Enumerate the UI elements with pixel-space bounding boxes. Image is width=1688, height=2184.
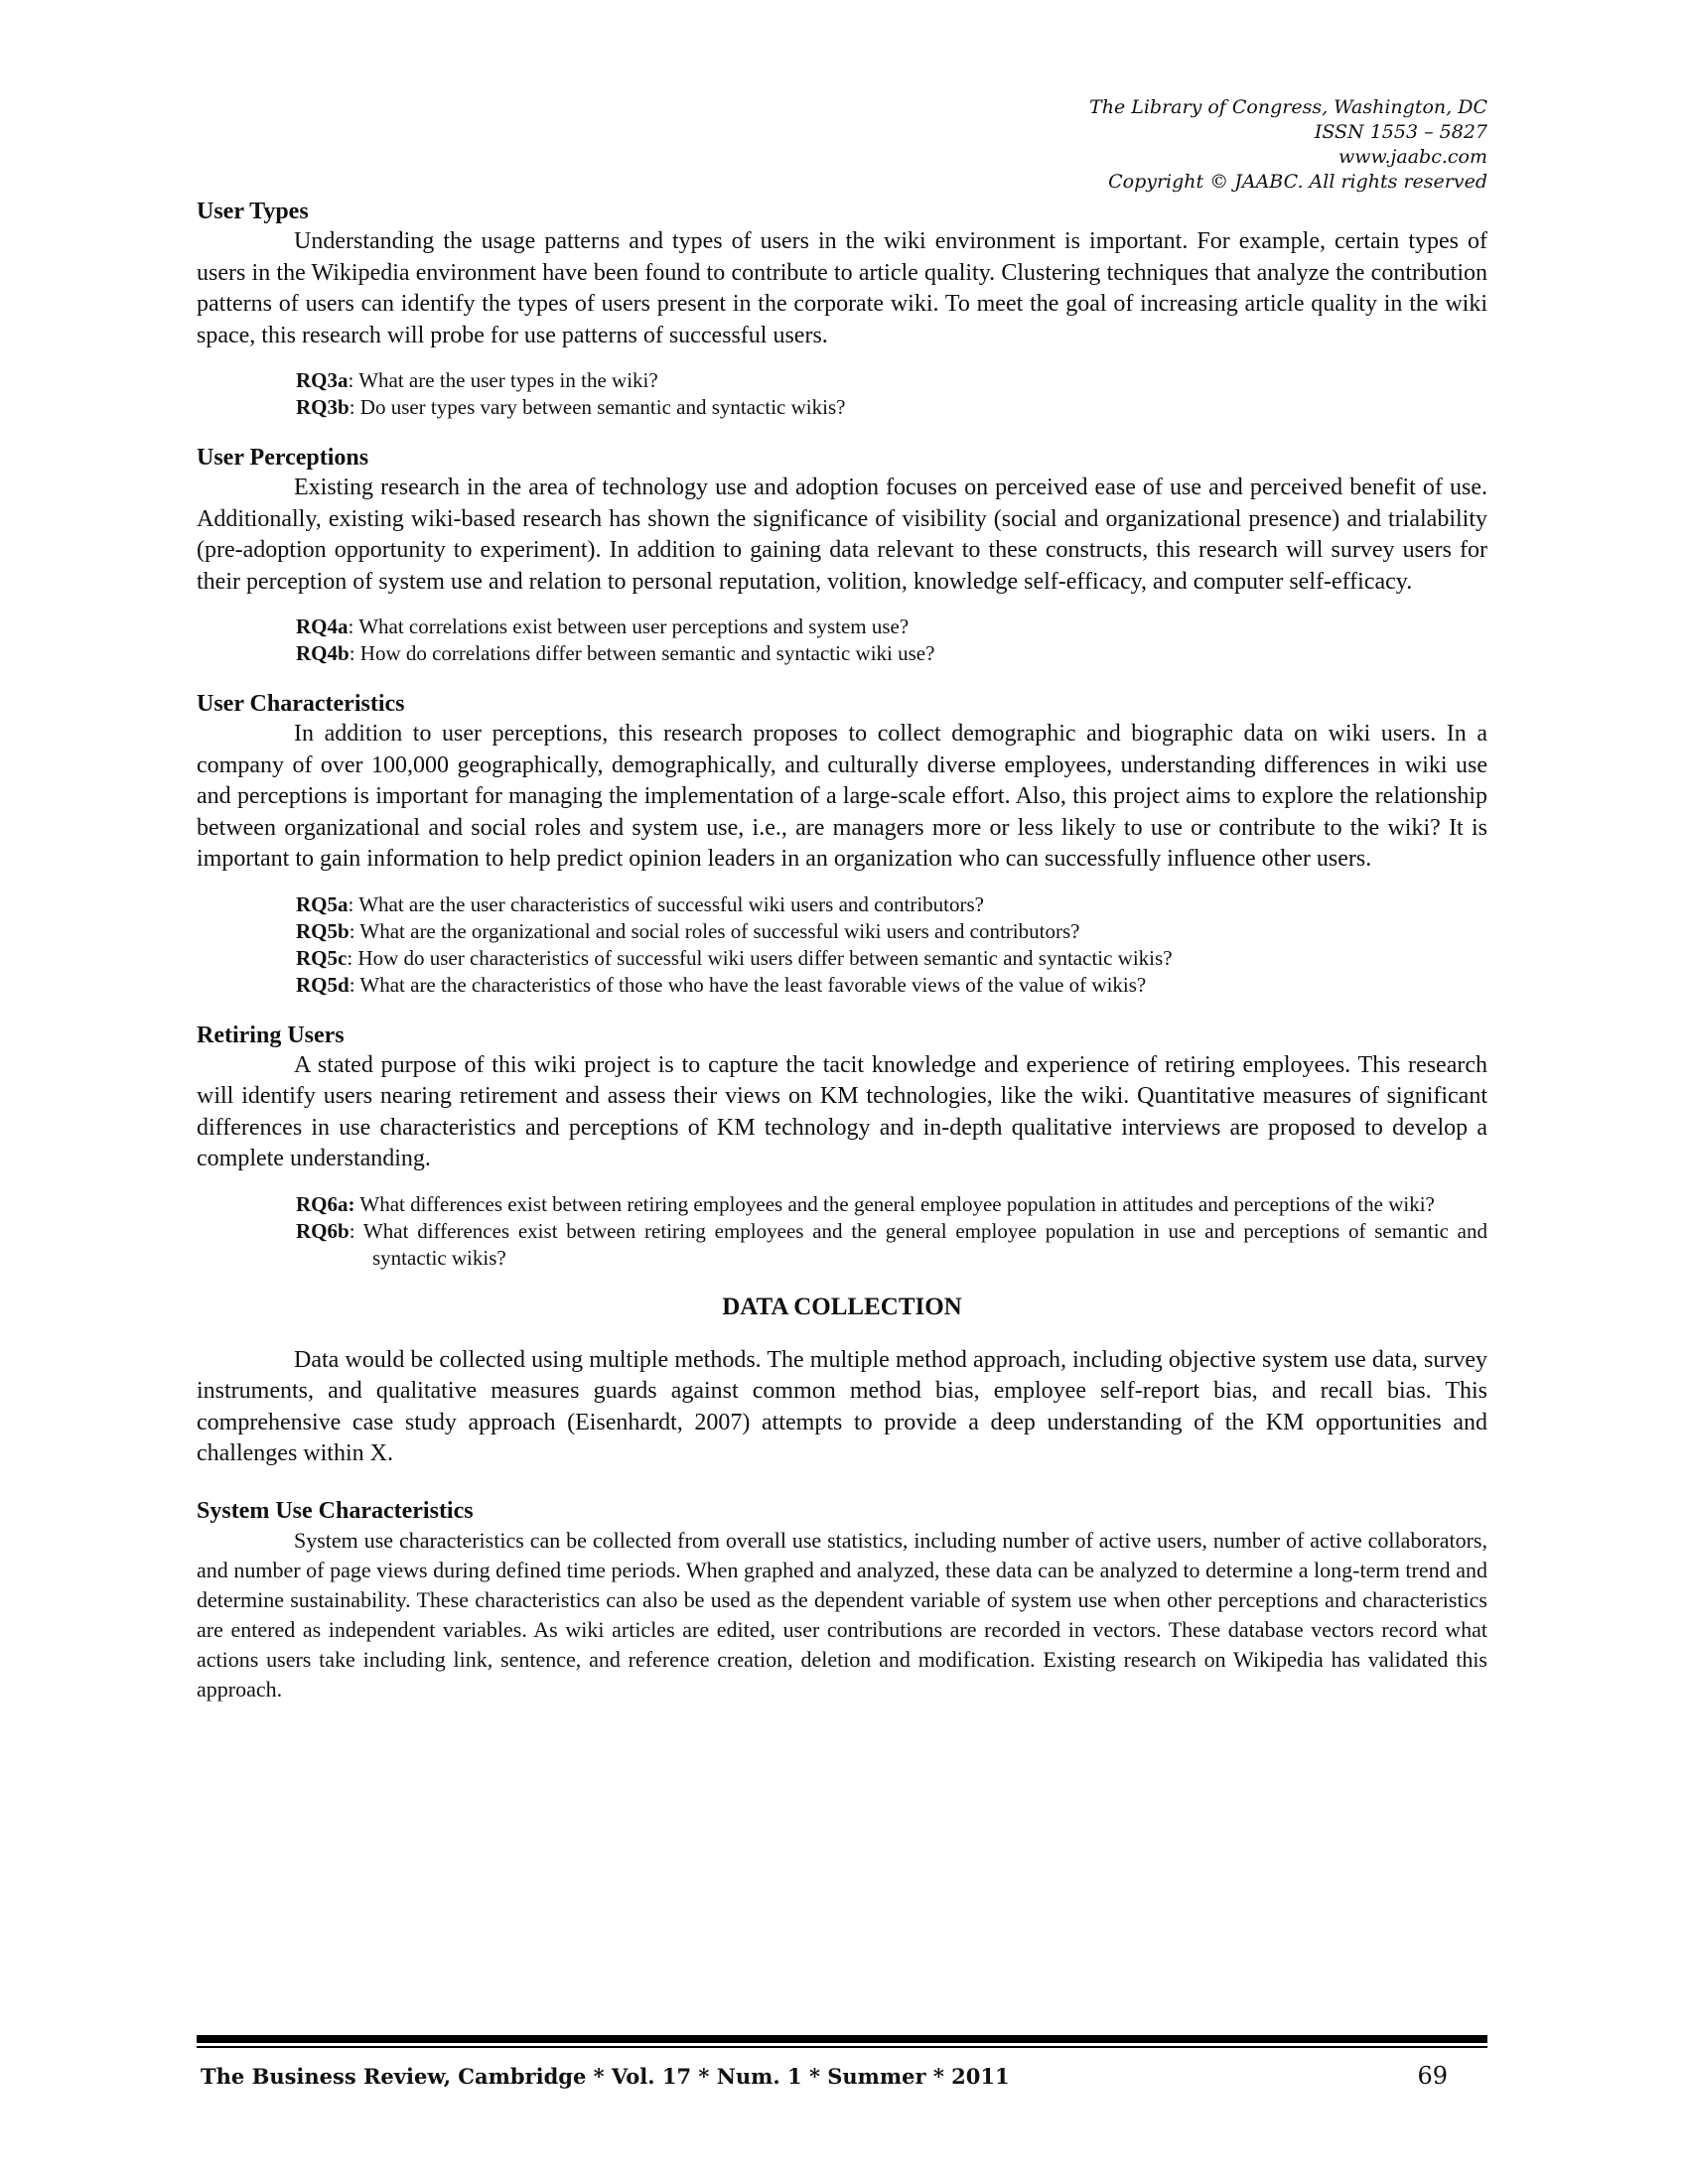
- rq-text: : What differences exist between retiring employees and the general employee population in use and perceptions of semantic and syntactic wikis?: [349, 1218, 1487, 1270]
- footer-journal-citation: The Business Review, Cambridge * Vol. 17 * Num. 1 * Summer * 2011: [201, 2064, 1010, 2089]
- research-question: [296, 640, 1487, 667]
- page-number: 69: [1417, 2062, 1448, 2090]
- rq-text: : What are the organizational and social roles of successful wiki users and contributors?: [349, 918, 1080, 943]
- research-question: [296, 972, 1487, 999]
- section-retiring-users: [197, 1021, 1487, 1272]
- heading-system-use: System Use Characteristics: [197, 1497, 474, 1524]
- section-user-perceptions: [197, 443, 1487, 667]
- rq-id: RQ5c: [296, 945, 348, 970]
- section-data-collection: [197, 1294, 1487, 1470]
- rq-id: RQ5b: [296, 918, 350, 943]
- research-question: [296, 394, 1487, 421]
- rq-list-user-perceptions: [296, 614, 1487, 667]
- header-website: www.jaabc.com: [1337, 146, 1487, 168]
- rq-list-user-characteristics: [296, 891, 1487, 999]
- rq-text: : What correlations exist between user perceptions and system use?: [348, 614, 910, 638]
- rq-text: : What are the characteristics of those who have the least favorable views of the value of wikis?: [349, 972, 1147, 997]
- paragraph-system-use: System use characteristics can be collected from overall use statistics, including number of active users, number of active collaborators, and number of page views during defined time periods. When graphed and analyzed, these data can be analyzed to determine a long-term trend and determine sustainability. These characteristics can also be used as the dependent variable of system use when other perceptions and characteristics are entered as independent variables. As wiki articles are edited, user contributions are recorded in vectors. These database vectors record what actions users take including link, sentence, and reference creation, deletion and modification. Existing research on Wikipedia has validated this approach.: [197, 1527, 1487, 1702]
- research-question: [296, 945, 1487, 972]
- heading-user-types: User Types: [197, 199, 309, 224]
- page-footer: [197, 2035, 1487, 2090]
- heading-user-perceptions: User Perceptions: [197, 445, 369, 471]
- rq-text: What differences exist between retiring employees and the general employee population in attitudes and perceptions of the wiki?: [354, 1191, 1435, 1216]
- footer-row: [197, 2062, 1487, 2090]
- rq-list-user-types: [296, 367, 1487, 421]
- heading-retiring-users: Retiring Users: [197, 1022, 345, 1048]
- research-question: [296, 1218, 1487, 1272]
- rq-id: RQ5d: [296, 972, 350, 997]
- paragraph-user-characteristics: In addition to user perceptions, this research proposes to collect demographic and biographic data on wiki users. In a company of over 100,000 geographically, demographically, and culturally diverse employees, understanding differences in wiki use and perceptions is important for managing the implementation of a large-scale effort. Also, this project aims to explore the relationship between organizational and social roles and system use, i.e., are managers more or less likely to use or contribute to the wiki? It is important to gain information to help predict opinion leaders in an organization who can successfully influence other users.: [197, 721, 1487, 872]
- rq-text: : Do user types vary between semantic and syntactic wikis?: [349, 395, 846, 419]
- paragraph-user-types: Understanding the usage patterns and types of users in the wiki environment is important. For example, certain types of users in the Wikipedia environment have been found to contribute to article quality. Clustering techniques that analyze the contribution patterns of users can identify the types of users present in the corporate wiki. To meet the goal of increasing article quality in the wiki space, this research will probe for use patterns of successful users.: [197, 228, 1487, 348]
- paragraph-user-perceptions: Existing research in the area of technology use and adoption focuses on perceived ease of use and perceived benefit of use. Additionally, existing wiki-based research has shown the significance of visibility (social and organizational presence) and trialability (pre-adoption opportunity to experiment). In addition to gaining data relevant to these constructs, this research will survey users for their perception of system use and relation to personal reputation, volition, knowledge self-efficacy, and computer self-efficacy.: [197, 475, 1487, 595]
- page-content: [197, 95, 1487, 1705]
- header-library: The Library of Congress, Washington, DC: [1089, 96, 1487, 118]
- heading-user-characteristics: User Characteristics: [197, 691, 405, 717]
- paragraph-retiring-users: A stated purpose of this wiki project is to capture the tacit knowledge and experience of retiring employees. This research will identify users nearing retirement and assess their views on KM technologies, like the wiki. Quantitative measures of significant differences in use characteristics and perceptions of KM technology and in-depth qualitative interviews are proposed to develop a complete understanding.: [197, 1051, 1487, 1171]
- research-question: [296, 614, 1487, 640]
- rq-id: RQ6b: [296, 1218, 350, 1243]
- section-user-characteristics: [197, 689, 1487, 999]
- rq-id: RQ3a: [296, 368, 349, 392]
- footer-rule-thin: [197, 2046, 1487, 2048]
- research-question: [296, 367, 1487, 394]
- rq-text: : How do correlations differ between semantic and syntactic wiki use?: [349, 641, 935, 665]
- header-copyright: Copyright © JAABC. All rights reserved: [1108, 171, 1487, 193]
- research-question: [296, 1191, 1487, 1218]
- rq-id: RQ4a: [296, 614, 349, 638]
- rq-list-retiring-users: [296, 1191, 1487, 1272]
- section-system-use: [197, 1496, 1487, 1705]
- rq-id: RQ5a: [296, 891, 349, 916]
- footer-rule-thick: [197, 2035, 1487, 2043]
- rq-text: : How do user characteristics of successful wiki users differ between semantic and syntactic wikis?: [347, 945, 1173, 970]
- rq-id: RQ4b: [296, 641, 350, 665]
- section-user-types: [197, 197, 1487, 421]
- heading-data-collection: DATA COLLECTION: [722, 1293, 962, 1320]
- research-question: [296, 918, 1487, 945]
- rq-text: : What are the user types in the wiki?: [348, 368, 658, 392]
- paragraph-data-collection: Data would be collected using multiple methods. The multiple method approach, including objective system use data, survey instruments, and qualitative measures guards against common method bias, employee self-report bias, and recall bias. This comprehensive case study approach (Eisenhardt, 2007) attempts to provide a deep understanding of the KM opportunities and challenges within X.: [197, 1346, 1487, 1466]
- research-question: [296, 891, 1487, 918]
- rq-id: RQ3b: [296, 395, 350, 419]
- rq-id: RQ6a:: [296, 1191, 355, 1216]
- header-issn: ISSN 1553 – 5827: [1314, 121, 1487, 143]
- page-header: [197, 95, 1487, 195]
- rq-text: : What are the user characteristics of successful wiki users and contributors?: [348, 891, 984, 916]
